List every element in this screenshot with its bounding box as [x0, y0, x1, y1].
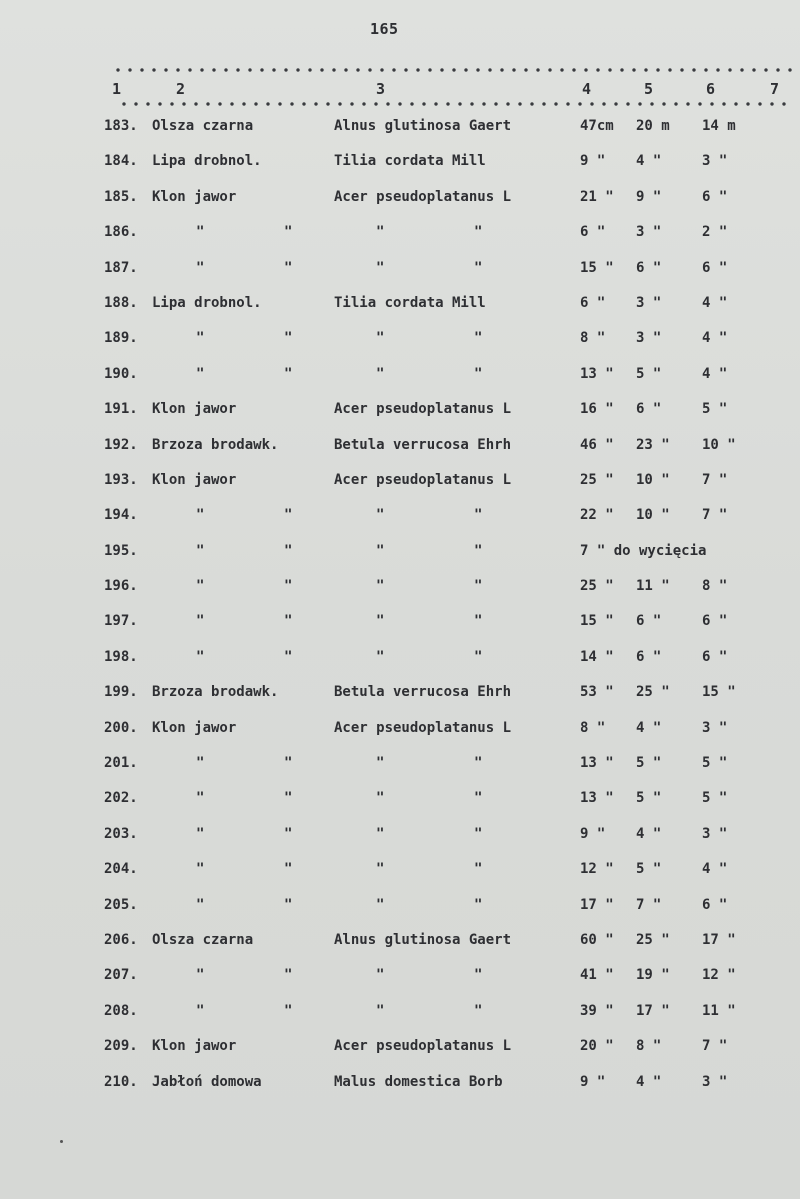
row-number: 193.	[104, 471, 138, 488]
ditto-mark-latin-2: "	[474, 790, 483, 807]
tree-height: 11 "	[636, 578, 670, 595]
latin-name: Acer pseudoplatanus L	[334, 1038, 512, 1055]
row-number: 207.	[104, 967, 138, 984]
tree-height: 3 "	[636, 294, 662, 311]
row-number: 192.	[104, 436, 138, 453]
ditto-mark-latin-2: "	[474, 1002, 483, 1019]
latin-name: Alnus glutinosa Gaert	[334, 931, 512, 948]
row-number: 184.	[104, 153, 138, 170]
tree-height: 17 "	[636, 1002, 670, 1019]
polish-name: Lipa drobnol.	[152, 153, 262, 170]
crown-width: 7 "	[702, 1038, 728, 1055]
row-number: 201.	[104, 755, 138, 772]
ditto-mark-polish-1: "	[196, 542, 205, 559]
tree-height: 5 "	[636, 861, 662, 878]
tree-height: 6 "	[636, 401, 662, 418]
table-row	[0, 824, 800, 859]
polish-name: Olsza czarna	[152, 931, 254, 948]
ditto-mark-polish-1: "	[196, 648, 205, 665]
page-number: 165	[370, 20, 399, 38]
ditto-mark-polish-1: "	[196, 330, 205, 347]
ditto-mark-polish-2: "	[284, 1002, 293, 1019]
row-number: 183.	[104, 118, 138, 134]
latin-name: Acer pseudoplatanus L	[334, 719, 512, 736]
tree-height: 4 "	[636, 1073, 662, 1090]
polish-name: Klon jawor	[152, 401, 237, 418]
tree-height: 5 "	[636, 790, 662, 807]
column-headers	[0, 80, 800, 102]
ditto-mark-latin-1: "	[376, 613, 385, 630]
ditto-mark-polish-2: "	[284, 365, 293, 382]
table-row	[0, 647, 800, 682]
ditto-mark-latin-1: "	[376, 365, 385, 382]
row-number: 189.	[104, 330, 138, 347]
table-row	[0, 364, 800, 399]
column-header-4: 4	[582, 80, 592, 98]
latin-name: Betula verrucosa Ehrh	[334, 436, 512, 453]
tree-height: 23 "	[636, 436, 670, 453]
tree-height: 10 "	[636, 507, 670, 524]
tree-height: 20 m	[636, 118, 670, 134]
row-number: 197.	[104, 613, 138, 630]
table-row	[0, 895, 800, 930]
ditto-mark-polish-1: "	[196, 755, 205, 772]
table-row	[0, 328, 800, 363]
ditto-mark-polish-1: "	[196, 613, 205, 630]
trunk-circumference: 39 "	[580, 1002, 614, 1019]
row-number: 202.	[104, 790, 138, 807]
trunk-circumference: 22 "	[580, 507, 614, 524]
row-number: 200.	[104, 719, 138, 736]
ditto-mark-polish-1: "	[196, 896, 205, 913]
column-header-5: 5	[644, 80, 654, 98]
crown-width: 15 "	[702, 684, 736, 701]
ditto-mark-latin-1: "	[376, 967, 385, 984]
ditto-mark-latin-1: "	[376, 790, 385, 807]
latin-name: Acer pseudoplatanus L	[334, 188, 512, 205]
dotted-separator-top	[112, 68, 794, 72]
table-row	[0, 1072, 800, 1107]
row-number: 208.	[104, 1002, 138, 1019]
table-row	[0, 1036, 800, 1071]
trunk-circumference: 8 "	[580, 330, 606, 347]
crown-width: 3 "	[702, 825, 728, 842]
column-header-2: 2	[176, 80, 186, 98]
ditto-mark-polish-2: "	[284, 755, 293, 772]
row-number: 198.	[104, 648, 138, 665]
ditto-mark-latin-2: "	[474, 825, 483, 842]
crown-width: 4 "	[702, 330, 728, 347]
table-row	[0, 965, 800, 1000]
row-number: 205.	[104, 896, 138, 913]
crown-width: 6 "	[702, 613, 728, 630]
ditto-mark-polish-1: "	[196, 825, 205, 842]
trunk-circumference: 15 "	[580, 259, 614, 276]
crown-width: 4 "	[702, 861, 728, 878]
trunk-circumference: 12 "	[580, 861, 614, 878]
ditto-mark-polish-2: "	[284, 578, 293, 595]
trunk-circumference: 9 "	[580, 825, 606, 842]
table-row	[0, 788, 800, 823]
latin-name: Betula verrucosa Ehrh	[334, 684, 512, 701]
ditto-mark-latin-2: "	[474, 613, 483, 630]
trunk-circumference: 13 "	[580, 755, 614, 772]
ditto-mark-polish-2: "	[284, 542, 293, 559]
polish-name: Klon jawor	[152, 719, 237, 736]
ditto-mark-latin-1: "	[376, 578, 385, 595]
polish-name: Klon jawor	[152, 471, 237, 488]
trunk-circumference: 21 "	[580, 188, 614, 205]
tree-height: 4 "	[636, 719, 662, 736]
table-row	[0, 116, 800, 151]
table-row	[0, 1001, 800, 1036]
tree-height: 3 "	[636, 330, 662, 347]
row-number: 204.	[104, 861, 138, 878]
ditto-mark-polish-2: "	[284, 861, 293, 878]
ditto-mark-latin-2: "	[474, 578, 483, 595]
ditto-mark-latin-1: "	[376, 896, 385, 913]
tree-height: 25 "	[636, 931, 670, 948]
ditto-mark-latin-1: "	[376, 755, 385, 772]
polish-name: Klon jawor	[152, 1038, 237, 1055]
trunk-circumference: 6 "	[580, 294, 606, 311]
ditto-mark-latin-1: "	[376, 861, 385, 878]
trunk-circumference: 9 "	[580, 1073, 606, 1090]
table-row	[0, 293, 800, 328]
table-row	[0, 541, 800, 576]
ditto-mark-polish-2: "	[284, 648, 293, 665]
table-row	[0, 753, 800, 788]
crown-width: 3 "	[702, 153, 728, 170]
ditto-mark-latin-1: "	[376, 507, 385, 524]
row-number: 199.	[104, 684, 138, 701]
ditto-mark-latin-2: "	[474, 330, 483, 347]
ditto-mark-polish-2: "	[284, 259, 293, 276]
tree-height: 25 "	[636, 684, 670, 701]
ditto-mark-latin-2: "	[474, 755, 483, 772]
dotted-separator-bottom	[118, 102, 794, 106]
trunk-circumference: 17 "	[580, 896, 614, 913]
trunk-circumference: 6 "	[580, 224, 606, 241]
row-number: 190.	[104, 365, 138, 382]
tree-height: 8 "	[636, 1038, 662, 1055]
ditto-mark-latin-2: "	[474, 967, 483, 984]
ditto-mark-latin-1: "	[376, 1002, 385, 1019]
ditto-mark-latin-2: "	[474, 648, 483, 665]
crown-width: 5 "	[702, 790, 728, 807]
tree-height: 7 "	[636, 896, 662, 913]
ditto-mark-polish-1: "	[196, 224, 205, 241]
crown-width: 10 "	[702, 436, 736, 453]
crown-width: 2 "	[702, 224, 728, 241]
column-header-1: 1	[112, 80, 122, 98]
row-number: 209.	[104, 1038, 138, 1055]
ditto-mark-latin-2: "	[474, 542, 483, 559]
crown-width: 6 "	[702, 259, 728, 276]
crown-width: 3 "	[702, 1073, 728, 1090]
tree-height: 6 "	[636, 259, 662, 276]
table-row	[0, 718, 800, 753]
crown-width: 4 "	[702, 294, 728, 311]
ditto-mark-polish-1: "	[196, 259, 205, 276]
tree-height: 6 "	[636, 648, 662, 665]
table-row	[0, 611, 800, 646]
trunk-circumference: 60 "	[580, 931, 614, 948]
ditto-mark-polish-1: "	[196, 861, 205, 878]
ditto-mark-polish-1: "	[196, 578, 205, 595]
row-number: 196.	[104, 578, 138, 595]
latin-name: Acer pseudoplatanus L	[334, 471, 512, 488]
ditto-mark-polish-2: "	[284, 896, 293, 913]
table-row	[0, 470, 800, 505]
tree-height: 6 "	[636, 613, 662, 630]
tree-height: 5 "	[636, 755, 662, 772]
ditto-mark-polish-1: "	[196, 365, 205, 382]
crown-width: 4 "	[702, 365, 728, 382]
polish-name: Jabłoń domowa	[152, 1073, 262, 1090]
tree-inventory-table	[0, 116, 800, 1107]
trunk-circumference: 20 "	[580, 1038, 614, 1055]
ditto-mark-latin-2: "	[474, 224, 483, 241]
ditto-mark-polish-1: "	[196, 507, 205, 524]
crown-width: 5 "	[702, 401, 728, 418]
table-row	[0, 505, 800, 540]
ditto-mark-latin-2: "	[474, 507, 483, 524]
tree-height: 3 "	[636, 224, 662, 241]
trunk-circumference: 9 "	[580, 153, 606, 170]
ditto-mark-polish-2: "	[284, 825, 293, 842]
crown-width: 7 "	[702, 471, 728, 488]
ditto-mark-latin-1: "	[376, 825, 385, 842]
tree-height: 4 "	[636, 153, 662, 170]
column-header-6: 6	[706, 80, 716, 98]
ditto-mark-polish-2: "	[284, 790, 293, 807]
table-row	[0, 222, 800, 257]
trunk-circumference: 13 "	[580, 790, 614, 807]
row-number: 185.	[104, 188, 138, 205]
trunk-circumference: 41 "	[580, 967, 614, 984]
table-row	[0, 576, 800, 611]
ditto-mark-latin-2: "	[474, 861, 483, 878]
latin-name: Alnus glutinosa Gaert	[334, 118, 512, 134]
trunk-circumference: 8 "	[580, 719, 606, 736]
row-number: 191.	[104, 401, 138, 418]
trunk-circumference: 16 "	[580, 401, 614, 418]
latin-name: Tilia cordata Mill	[334, 153, 486, 170]
trunk-circumference: 25 "	[580, 578, 614, 595]
trunk-circumference: 47cm	[580, 118, 614, 134]
ditto-mark-polish-2: "	[284, 224, 293, 241]
trunk-circumference: 53 "	[580, 684, 614, 701]
crown-width: 6 "	[702, 188, 728, 205]
table-row	[0, 151, 800, 186]
remark: 7 " do wycięcia	[580, 542, 707, 559]
ditto-mark-latin-1: "	[376, 542, 385, 559]
crown-width: 7 "	[702, 507, 728, 524]
crown-width: 3 "	[702, 719, 728, 736]
crown-width: 6 "	[702, 648, 728, 665]
trunk-circumference: 13 "	[580, 365, 614, 382]
latin-name: Tilia cordata Mill	[334, 294, 486, 311]
table-row	[0, 682, 800, 717]
ditto-mark-latin-2: "	[474, 896, 483, 913]
crown-width: 12 "	[702, 967, 736, 984]
ditto-mark-polish-2: "	[284, 613, 293, 630]
latin-name: Malus domestica Borb	[334, 1073, 503, 1090]
table-row	[0, 859, 800, 894]
ditto-mark-latin-1: "	[376, 330, 385, 347]
ditto-mark-latin-2: "	[474, 365, 483, 382]
ditto-mark-polish-2: "	[284, 507, 293, 524]
crown-width: 17 "	[702, 931, 736, 948]
trunk-circumference: 46 "	[580, 436, 614, 453]
row-number: 188.	[104, 294, 138, 311]
ditto-mark-latin-1: "	[376, 259, 385, 276]
polish-name: Brzoza brodawk.	[152, 684, 279, 701]
table-row	[0, 187, 800, 222]
polish-name: Brzoza brodawk.	[152, 436, 279, 453]
polish-name: Lipa drobnol.	[152, 294, 262, 311]
ditto-mark-polish-1: "	[196, 1002, 205, 1019]
crown-width: 14 m	[702, 118, 736, 134]
row-number: 187.	[104, 259, 138, 276]
row-number: 203.	[104, 825, 138, 842]
row-number: 206.	[104, 931, 138, 948]
ditto-mark-polish-2: "	[284, 967, 293, 984]
latin-name: Acer pseudoplatanus L	[334, 401, 512, 418]
crown-width: 8 "	[702, 578, 728, 595]
row-number: 186.	[104, 224, 138, 241]
ditto-mark-polish-2: "	[284, 330, 293, 347]
crown-width: 6 "	[702, 896, 728, 913]
polish-name: Klon jawor	[152, 188, 237, 205]
table-row	[0, 435, 800, 470]
trunk-circumference: 15 "	[580, 613, 614, 630]
tree-height: 19 "	[636, 967, 670, 984]
scan-speck	[60, 1140, 63, 1143]
crown-width: 5 "	[702, 755, 728, 772]
crown-width: 11 "	[702, 1002, 736, 1019]
tree-height: 10 "	[636, 471, 670, 488]
table-row	[0, 399, 800, 434]
row-number: 195.	[104, 542, 138, 559]
column-header-3: 3	[376, 80, 386, 98]
ditto-mark-polish-1: "	[196, 790, 205, 807]
table-row	[0, 930, 800, 965]
row-number: 194.	[104, 507, 138, 524]
ditto-mark-latin-1: "	[376, 648, 385, 665]
ditto-mark-polish-1: "	[196, 967, 205, 984]
table-row	[0, 258, 800, 293]
column-header-7: 7	[770, 80, 780, 98]
trunk-circumference: 14 "	[580, 648, 614, 665]
tree-height: 9 "	[636, 188, 662, 205]
row-number: 210.	[104, 1073, 138, 1090]
tree-height: 4 "	[636, 825, 662, 842]
tree-height: 5 "	[636, 365, 662, 382]
trunk-circumference: 25 "	[580, 471, 614, 488]
polish-name: Olsza czarna	[152, 118, 254, 134]
ditto-mark-latin-1: "	[376, 224, 385, 241]
ditto-mark-latin-2: "	[474, 259, 483, 276]
